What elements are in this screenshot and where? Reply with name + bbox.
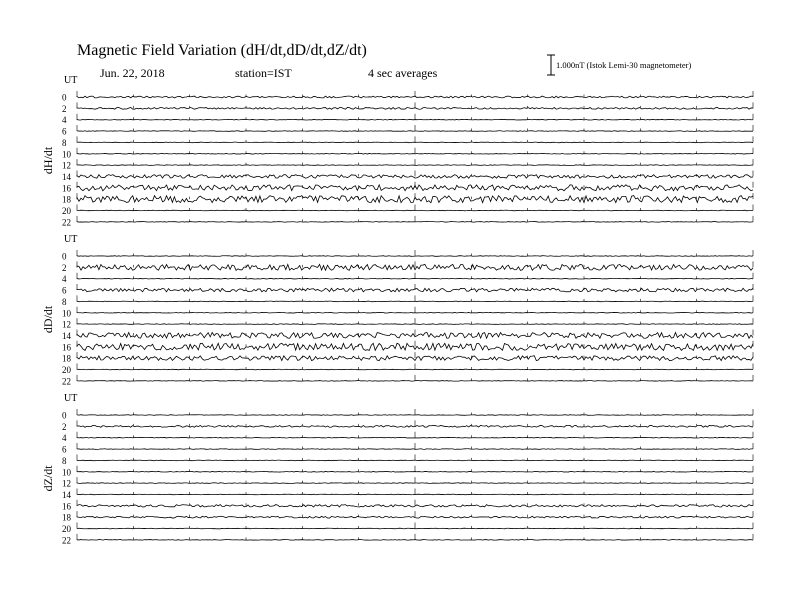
trace-line	[77, 483, 753, 484]
trace-line	[77, 256, 753, 257]
trace-row	[62, 295, 753, 307]
trace-line	[77, 210, 753, 211]
trace-row	[62, 364, 753, 376]
hour-ticks	[77, 375, 753, 381]
hour-ticks	[77, 523, 753, 529]
row-hour-label: 2	[62, 262, 67, 273]
panel-ylabel: dD/dt	[41, 305, 55, 334]
hour-ticks	[77, 443, 753, 449]
trace-row	[62, 454, 753, 466]
row-hour-label: 18	[62, 353, 71, 364]
hour-ticks	[77, 114, 753, 120]
trace-line	[77, 540, 753, 541]
hour-ticks	[77, 250, 753, 256]
row-hour-label: 16	[62, 342, 71, 353]
row-hour-label: 20	[62, 206, 71, 216]
trace-line	[77, 460, 753, 461]
trace-line	[77, 381, 753, 382]
row-hour-label: 10	[62, 149, 71, 160]
hour-ticks	[77, 125, 753, 131]
row-hour-label: 10	[62, 308, 71, 319]
panel-2	[41, 234, 753, 386]
row-hour-label: 4	[62, 274, 67, 285]
trace-line	[77, 196, 753, 203]
trace-row	[62, 443, 753, 455]
trace-row	[62, 341, 753, 353]
trace-row	[62, 216, 753, 228]
ut-label: UT	[64, 75, 78, 86]
trace-line	[77, 142, 753, 143]
hour-ticks	[77, 409, 753, 415]
row-hour-label: 6	[62, 285, 67, 296]
row-hour-label: 8	[62, 455, 67, 466]
row-hour-label: 20	[62, 524, 71, 534]
trace-row	[62, 91, 753, 103]
hour-ticks	[77, 216, 753, 222]
trace-line	[77, 471, 753, 472]
trace-row	[62, 250, 753, 262]
hour-ticks	[77, 534, 753, 540]
chart-title: Magnetic Field Variation (dH/dt,dD/dt,dZ/dt)	[77, 42, 367, 59]
row-hour-label: 14	[62, 489, 71, 500]
trace-row	[62, 136, 753, 148]
hour-ticks	[77, 466, 753, 472]
hour-ticks	[77, 307, 753, 313]
row-hour-label: 16	[62, 183, 71, 194]
trace-line	[77, 324, 753, 325]
trace-row	[62, 488, 753, 500]
trace-row	[62, 284, 753, 296]
trace-row	[62, 420, 753, 432]
row-hour-label: 8	[62, 296, 67, 307]
trace-line	[77, 301, 753, 302]
trace-row	[62, 114, 753, 126]
row-hour-label: 0	[62, 410, 67, 421]
trace-row	[62, 534, 753, 546]
trace-row	[62, 193, 753, 205]
trace-row	[62, 170, 753, 182]
hour-ticks	[77, 329, 753, 335]
row-hour-label: 16	[62, 501, 71, 512]
trace-row	[62, 102, 753, 114]
trace-line	[77, 288, 753, 292]
trace-line	[77, 437, 753, 438]
panel-1	[41, 75, 753, 227]
row-hour-label: 4	[62, 433, 67, 444]
trace-row	[62, 318, 753, 330]
trace-line	[77, 415, 753, 416]
trace-line	[77, 131, 753, 132]
trace-row	[62, 409, 753, 421]
row-hour-label: 0	[62, 92, 67, 103]
scale-bar	[547, 55, 555, 75]
trace-row	[62, 432, 753, 444]
row-hour-label: 10	[62, 467, 71, 478]
ut-label: UT	[64, 234, 78, 245]
row-hour-label: 12	[62, 160, 71, 171]
trace-row	[62, 273, 753, 285]
row-hour-label: 6	[62, 444, 67, 455]
row-hour-label: 2	[62, 103, 67, 114]
row-hour-label: 18	[62, 194, 71, 205]
row-hour-label: 20	[62, 365, 71, 375]
trace-line	[77, 119, 753, 120]
hour-ticks	[77, 273, 753, 279]
row-hour-label: 14	[62, 171, 71, 182]
row-hour-label: 22	[62, 535, 71, 546]
hour-ticks	[77, 318, 753, 324]
hour-ticks	[77, 170, 753, 176]
trace-row	[62, 159, 753, 171]
trace-row	[62, 500, 753, 512]
trace-row	[62, 307, 753, 319]
trace-row	[62, 523, 753, 535]
row-hour-label: 2	[62, 421, 67, 432]
row-hour-label: 18	[62, 512, 71, 523]
row-hour-label: 12	[62, 319, 71, 330]
trace-line	[77, 222, 753, 223]
station-label: station=IST	[235, 66, 292, 80]
hour-ticks	[77, 295, 753, 301]
hour-ticks	[77, 454, 753, 460]
hour-ticks	[77, 136, 753, 142]
panel-ylabel: dH/dt	[41, 146, 55, 175]
hour-ticks	[77, 148, 753, 154]
hour-ticks	[77, 477, 753, 483]
row-hour-label: 12	[62, 478, 71, 489]
trace-line	[77, 278, 753, 279]
panel-ylabel: dZ/dt	[41, 465, 55, 492]
averaging-label: 4 sec averages	[368, 66, 438, 80]
ut-label: UT	[64, 393, 78, 404]
trace-row	[62, 477, 753, 489]
trace-row	[62, 148, 753, 160]
hour-ticks	[77, 159, 753, 165]
trace-row	[62, 511, 753, 523]
row-hour-label: 8	[62, 137, 67, 148]
trace-row	[62, 375, 753, 387]
trace-row	[62, 261, 753, 273]
trace-line	[77, 153, 753, 154]
row-hour-label: 22	[62, 376, 71, 387]
trace-row	[62, 125, 753, 137]
date-label: Jun. 22, 2018	[100, 66, 165, 80]
trace-row	[62, 352, 753, 364]
panel-3	[41, 393, 753, 545]
row-hour-label: 14	[62, 330, 71, 341]
panels	[41, 75, 753, 545]
hour-ticks	[77, 205, 753, 211]
hour-ticks	[77, 488, 753, 494]
row-hour-label: 6	[62, 126, 67, 137]
trace-line	[77, 494, 753, 495]
hour-ticks	[77, 432, 753, 438]
row-hour-label: 22	[62, 217, 71, 228]
hour-ticks	[77, 364, 753, 370]
scale-label: 1.000nT (Istok Lemi-30 magnetometer)	[556, 60, 692, 70]
trace-row	[62, 466, 753, 478]
trace-row	[62, 205, 753, 217]
trace-row	[62, 182, 753, 194]
trace-line	[77, 312, 753, 313]
trace-row	[62, 329, 753, 341]
row-hour-label: 4	[62, 115, 67, 126]
row-hour-label: 0	[62, 251, 67, 262]
trace-line	[77, 369, 753, 370]
